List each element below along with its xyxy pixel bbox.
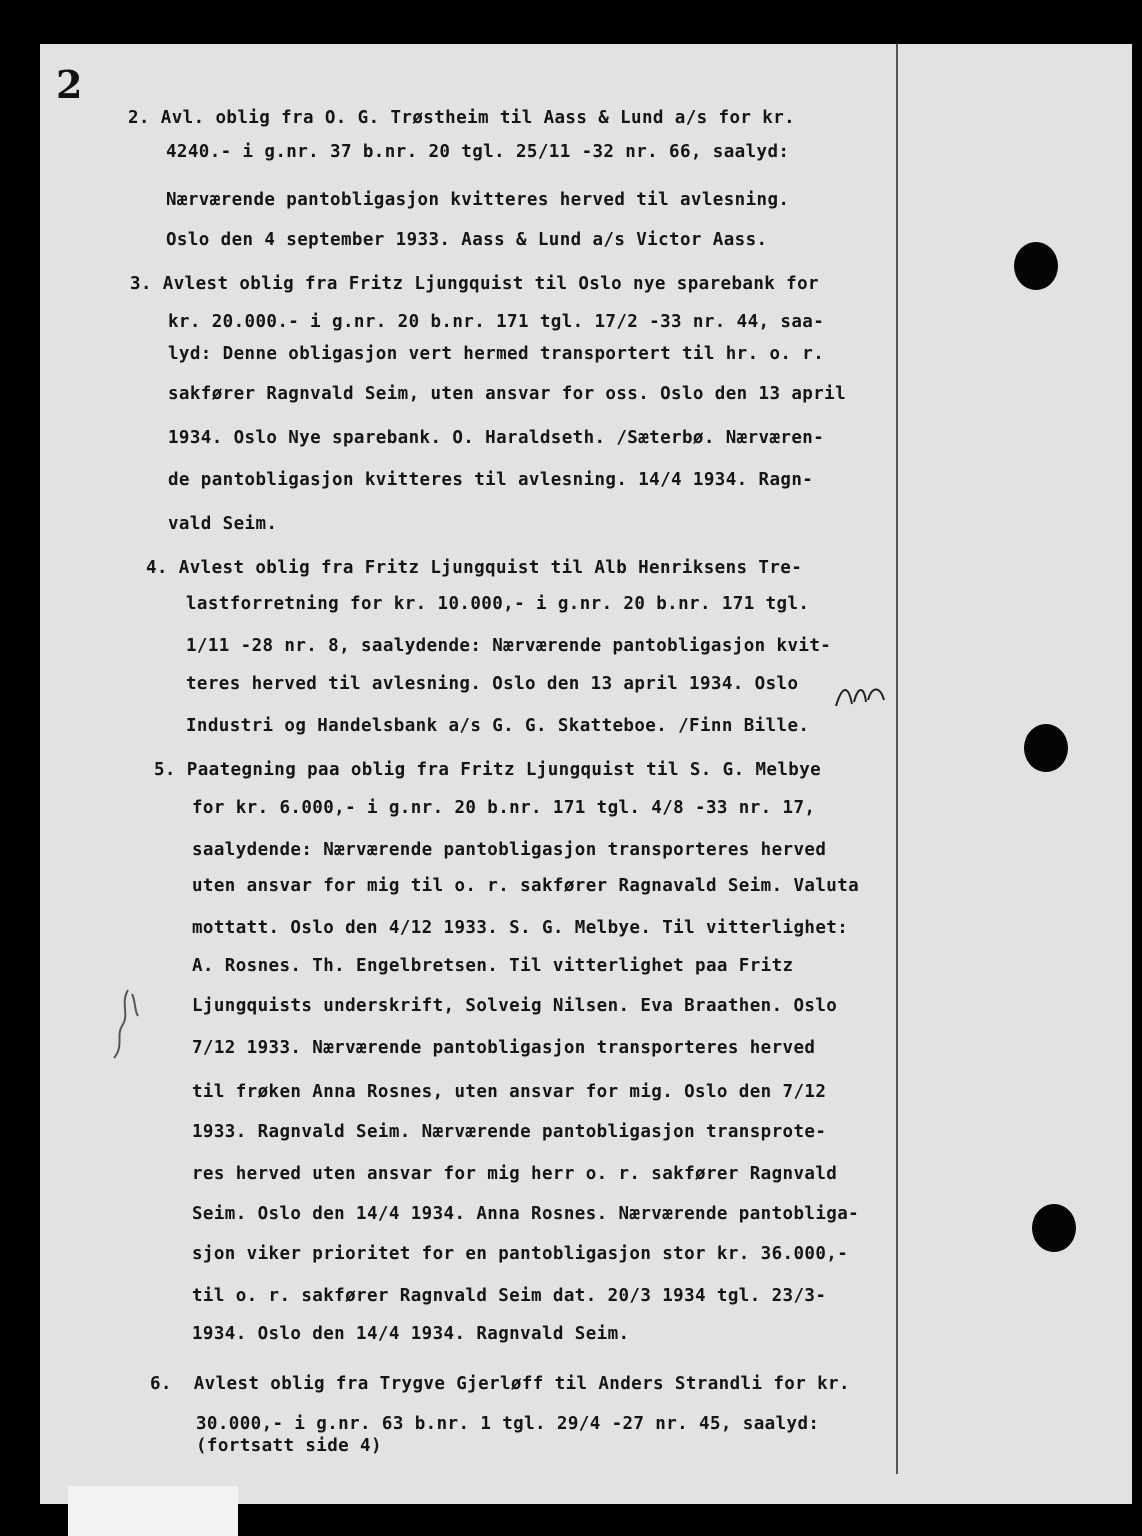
text-line: res herved uten ansvar for mig herr o. r. sakfører Ragnvald: [192, 1164, 838, 1184]
page-number: 2: [56, 62, 83, 107]
text-line: 7/12 1933. Nærværende pantobligasjon transporteres herved: [192, 1038, 816, 1058]
text-line: mottatt. Oslo den 4/12 1933. S. G. Melbye. Til vitterlighet:: [192, 918, 849, 938]
text-line: 1933. Ragnvald Seim. Nærværende pantobligasjon transprote-: [192, 1122, 827, 1142]
text-line: 4240.- i g.nr. 37 b.nr. 20 tgl. 25/11 -32 nr. 66, saalyd:: [166, 142, 790, 162]
text-line: 30.000,- i g.nr. 63 b.nr. 1 tgl. 29/4 -27 nr. 45, saalyd:: [196, 1414, 820, 1434]
text-line: 1934. Oslo Nye sparebank. O. Haraldseth. /Sæterbø. Nærværen-: [168, 428, 825, 448]
text-line: 4. Avlest oblig fra Fritz Ljungquist til Alb Henriksens Tre-: [146, 558, 803, 578]
text-line: 5. Paategning paa oblig fra Fritz Ljungquist til S. G. Melbye: [154, 760, 822, 780]
text-line: for kr. 6.000,- i g.nr. 20 b.nr. 171 tgl. 4/8 -33 nr. 17,: [192, 798, 816, 818]
text-line: (fortsatt side 4): [196, 1436, 382, 1456]
punch-hole-icon: [1014, 242, 1058, 290]
text-line: 1934. Oslo den 14/4 1934. Ragnvald Seim.: [192, 1324, 630, 1344]
handwritten-correction-mark: [832, 676, 892, 716]
pencil-annotation: [100, 984, 150, 1074]
text-line: Seim. Oslo den 14/4 1934. Anna Rosnes. Nærværende pantobliga-: [192, 1204, 860, 1224]
text-line: til o. r. sakfører Ragnvald Seim dat. 20/3 1934 tgl. 23/3-: [192, 1286, 827, 1306]
text-line: lyd: Denne obligasjon vert hermed transportert til hr. o. r.: [168, 344, 825, 364]
text-line: uten ansvar for mig til o. r. sakfører Ragnavald Seim. Valuta: [192, 876, 860, 896]
punch-hole-icon: [1024, 724, 1068, 772]
paper-edge: [68, 1486, 238, 1536]
text-line: Nærværende pantobligasjon kvitteres herved til avlesning.: [166, 190, 790, 210]
text-line: 1/11 -28 nr. 8, saalydende: Nærværende pantobligasjon kvit-: [186, 636, 832, 656]
text-line: 3. Avlest oblig fra Fritz Ljungquist til Oslo nye sparebank for: [130, 274, 819, 294]
text-line: lastforretning for kr. 10.000,- i g.nr. 20 b.nr. 171 tgl.: [186, 594, 810, 614]
text-line: Ljungquists underskrift, Solveig Nilsen. Eva Braathen. Oslo: [192, 996, 838, 1016]
text-line: kr. 20.000.- i g.nr. 20 b.nr. 171 tgl. 17/2 -33 nr. 44, saa-: [168, 312, 825, 332]
text-line: saalydende: Nærværende pantobligasjon transporteres herved: [192, 840, 827, 860]
punch-hole-icon: [1032, 1204, 1076, 1252]
text-line: Industri og Handelsbank a/s G. G. Skatteboe. /Finn Bille.: [186, 716, 810, 736]
text-line: til frøken Anna Rosnes, uten ansvar for mig. Oslo den 7/12: [192, 1082, 827, 1102]
text-line: teres herved til avlesning. Oslo den 13 april 1934. Oslo: [186, 674, 799, 694]
text-line: 6. Avlest oblig fra Trygve Gjerløff til Anders Strandli for kr.: [150, 1374, 850, 1394]
text-line: de pantobligasjon kvitteres til avlesning. 14/4 1934. Ragn-: [168, 470, 814, 490]
text-line: 2. Avl. oblig fra O. G. Trøstheim til Aass & Lund a/s for kr.: [128, 108, 796, 128]
text-line: vald Seim.: [168, 514, 278, 534]
text-line: sakfører Ragnvald Seim, uten ansvar for oss. Oslo den 13 april: [168, 384, 847, 404]
text-line: A. Rosnes. Th. Engelbretsen. Til vitterlighet paa Fritz: [192, 956, 794, 976]
text-line: sjon viker prioritet for en pantobligasjon stor kr. 36.000,-: [192, 1244, 849, 1264]
text-line: Oslo den 4 september 1933. Aass & Lund a/s Victor Aass.: [166, 230, 768, 250]
margin-line: [896, 44, 898, 1474]
